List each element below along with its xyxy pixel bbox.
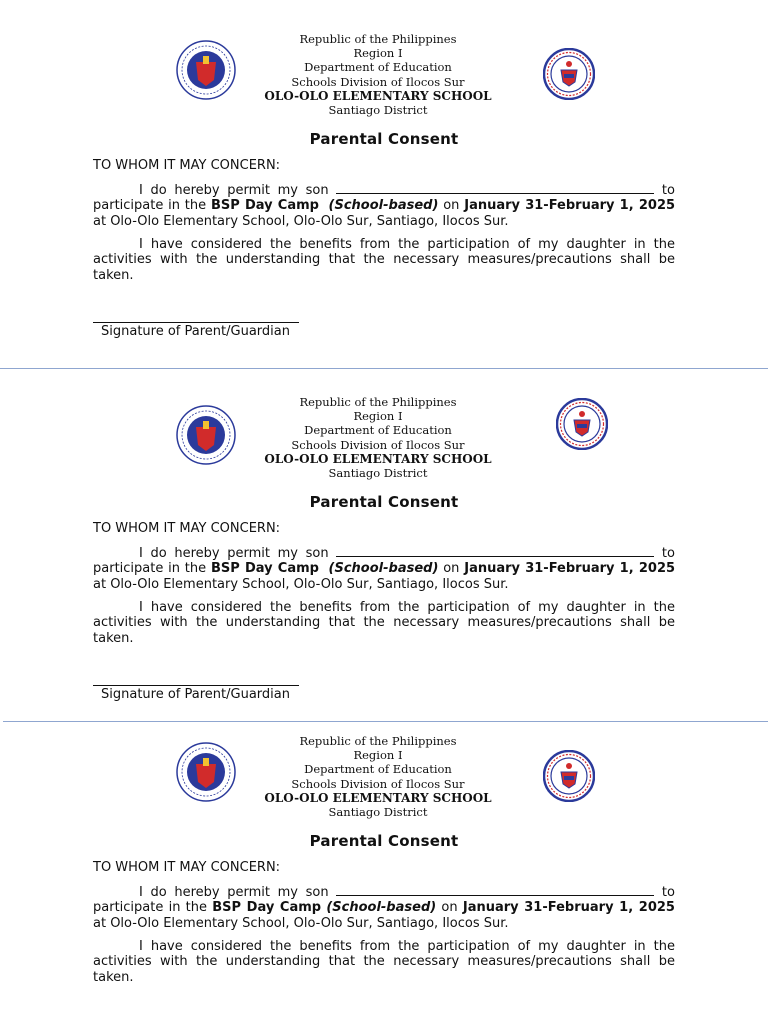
country-line: Republic of the Philippines	[299, 32, 457, 46]
benefits-paragraph	[93, 237, 675, 283]
district-line: Santiago District	[328, 805, 428, 820]
division-line: Schools Division of Ilocos Sur	[291, 437, 465, 452]
form-title: Parental Consent	[309, 832, 459, 850]
to-text: to	[661, 183, 675, 198]
form-title: Parental Consent	[309, 130, 459, 148]
event-type: (School-based)	[326, 900, 437, 916]
school-name: OLO-OLO ELEMENTARY SCHOOL	[264, 88, 492, 103]
on-text: on	[443, 198, 460, 214]
child-name-blank[interactable]	[336, 545, 654, 557]
event-type: (School-based)	[328, 561, 439, 577]
school-seal-icon	[543, 48, 595, 100]
deped-seal-icon	[176, 742, 236, 802]
to-text: to	[661, 885, 675, 900]
salutation: TO WHOM IT MAY CONCERN:	[93, 521, 281, 536]
consent-slip	[0, 30, 768, 339]
benefits-paragraph	[93, 600, 675, 646]
signature-label: Signature of Parent/Guardian	[101, 324, 290, 339]
child-name-blank[interactable]	[336, 182, 654, 194]
signature-line[interactable]	[93, 306, 299, 323]
event-name: BSP Day Camp	[210, 561, 319, 577]
venue-text: at Olo-Olo Elementary School, Olo-Olo Sur, Santiago, Ilocos Sur.	[93, 915, 509, 931]
permit-text: I do hereby permit my son	[139, 546, 329, 561]
signature-block	[93, 669, 299, 702]
letterhead	[0, 30, 768, 120]
region-line: Region I	[353, 748, 403, 763]
consent-slip	[0, 393, 768, 702]
division-line: Schools Division of Ilocos Sur	[291, 74, 465, 89]
salutation: TO WHOM IT MAY CONCERN:	[93, 158, 281, 173]
to-text: to	[661, 546, 675, 561]
event-type: (School-based)	[328, 198, 439, 214]
venue-text: at Olo-Olo Elementary School, Olo-Olo Sur, Santiago, Ilocos Sur.	[93, 213, 509, 229]
permission-paragraph	[93, 182, 675, 229]
form-title: Parental Consent	[309, 493, 459, 511]
on-text: on	[443, 561, 460, 577]
event-name: BSP Day Camp	[212, 900, 322, 916]
benefits-text: I have considered the benefits from the participation of my daughter in the activities with the understanding that the necessary measures/precautions shall be taken.	[93, 237, 675, 283]
region-line: Region I	[353, 409, 403, 424]
on-text: on	[441, 900, 458, 916]
school-name: OLO-OLO ELEMENTARY SCHOOL	[264, 451, 492, 466]
letterhead	[0, 732, 768, 822]
letterhead	[0, 393, 768, 483]
school-seal-icon	[556, 398, 608, 450]
venue-text: at Olo-Olo Elementary School, Olo-Olo Sur, Santiago, Ilocos Sur.	[93, 576, 509, 592]
district-line: Santiago District	[328, 466, 428, 481]
signature-block	[93, 306, 299, 339]
benefits-text: I have considered the benefits from the participation of my daughter in the activities with the understanding that the necessary measures/precautions shall be taken.	[93, 939, 675, 985]
event-dates: January 31-February 1, 2025	[464, 561, 676, 577]
participate-text: participate in the	[93, 561, 207, 577]
participate-text: participate in the	[93, 198, 207, 214]
cut-line	[3, 721, 768, 722]
school-seal-icon	[543, 750, 595, 802]
district-line: Santiago District	[328, 103, 428, 118]
permission-paragraph	[93, 884, 675, 931]
benefits-text: I have considered the benefits from the participation of my daughter in the activities with the understanding that the necessary measures/precautions shall be taken.	[93, 600, 675, 646]
department-line: Department of Education	[304, 423, 452, 438]
event-dates: January 31-February 1, 2025	[464, 198, 676, 214]
country-line: Republic of the Philippines	[299, 395, 457, 409]
region-line: Region I	[353, 46, 403, 61]
event-name: BSP Day Camp	[210, 198, 319, 214]
salutation: TO WHOM IT MAY CONCERN:	[93, 860, 281, 875]
division-line: Schools Division of Ilocos Sur	[291, 776, 465, 791]
letterhead-text	[228, 734, 528, 819]
permission-paragraph	[93, 545, 675, 592]
child-name-blank[interactable]	[336, 884, 654, 896]
permit-text: I do hereby permit my son	[139, 885, 329, 900]
school-name: OLO-OLO ELEMENTARY SCHOOL	[264, 790, 492, 805]
signature-line[interactable]	[93, 669, 299, 686]
deped-seal-icon	[176, 405, 236, 465]
benefits-paragraph	[93, 939, 675, 985]
letterhead-text	[228, 395, 528, 480]
permit-text: I do hereby permit my son	[139, 183, 329, 198]
cut-line	[0, 368, 768, 369]
department-line: Department of Education	[304, 60, 452, 75]
participate-text: participate in the	[93, 900, 207, 916]
country-line: Republic of the Philippines	[299, 734, 457, 748]
deped-seal-icon	[176, 40, 236, 100]
event-dates: January 31-February 1, 2025	[462, 900, 675, 916]
consent-slip	[0, 732, 768, 985]
signature-label: Signature of Parent/Guardian	[101, 687, 290, 702]
letterhead-text	[228, 32, 528, 117]
department-line: Department of Education	[304, 762, 452, 777]
